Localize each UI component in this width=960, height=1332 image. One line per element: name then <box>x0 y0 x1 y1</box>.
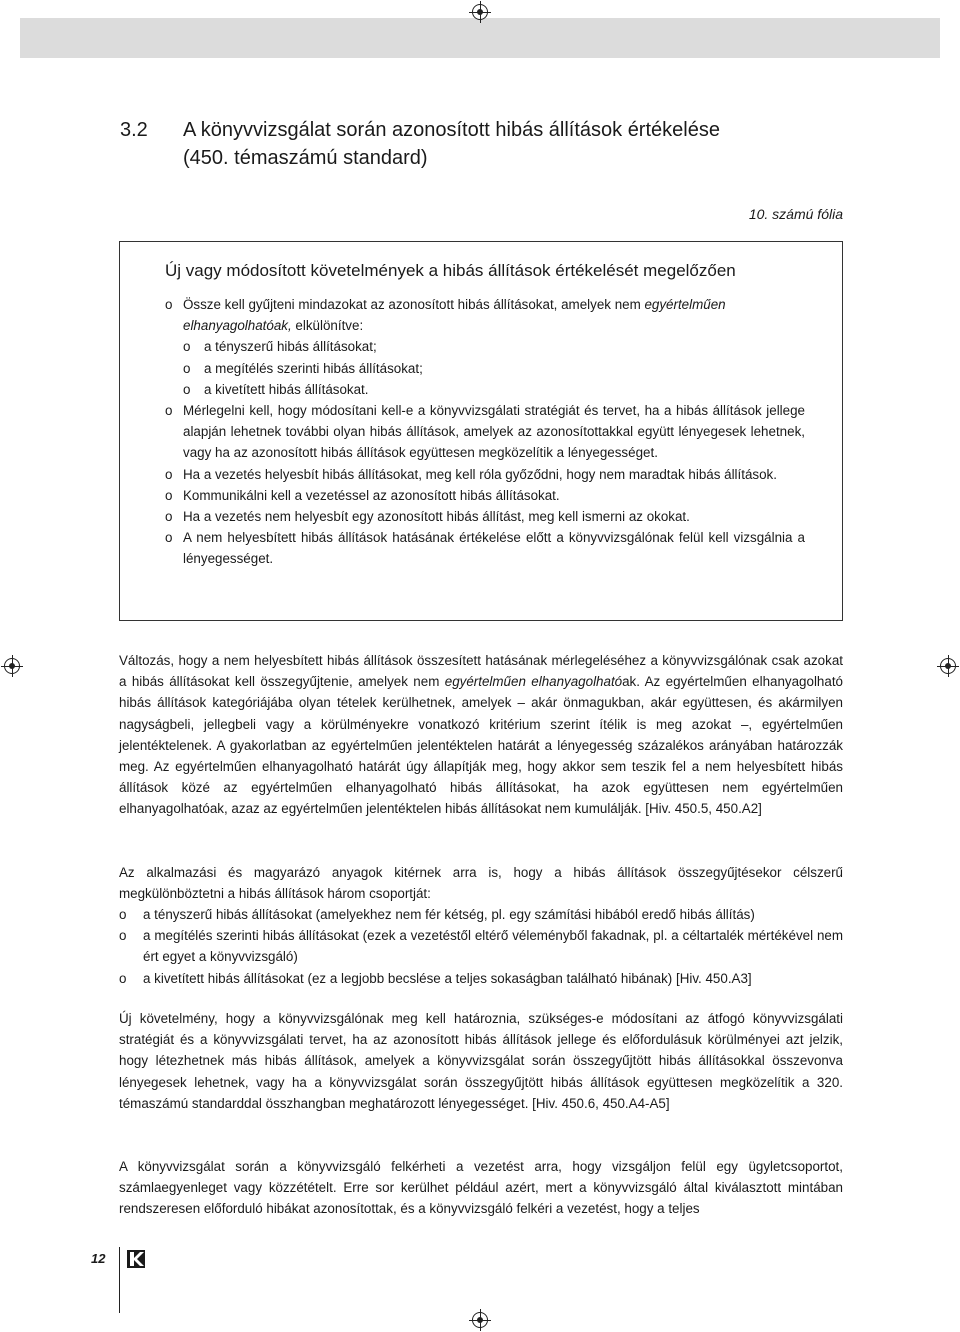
section-title: A könyvvizsgálat során azonosított hibás állítások értékelése (450. témaszámú standard) <box>183 119 720 169</box>
paragraph: Az alkalmazási és magyarázó anyagok kitérnek arra is, hogy a hibás állítások összegyűjtésekor célszerű megkülönböztetni a hibás állítások három csoportját: <box>119 865 843 902</box>
publisher-logo-icon <box>127 1250 145 1268</box>
paragraph: Változás, hogy a nem helyesbített hibás állítások összesített hatásának mérlegeléséhez a könyvvizsgálónak csak azokat a hibás állításokat kell összegyűjtenie, amelyek nem egyértelműen elhanyagolhatóak. Az egyértelműen elhanyagolható hibás állítások kategóriájába olyan tételek kerülhetnek, amelyek – akár önmagukban, akár együttesen, és akármilyen nagyságbeli, jellegbeli vagy a körülményekre vonatkozó kritérium szerint ítélik is meg azokat –, egyértelműen jelentéktelenek. A gyakorlatban az egyértelműen jelentéktelen határát a lényegesség százalékos arányában határozzák meg. Az egyértelműen elhanyagolható határát úgy állapítják meg, hogy akkor sem teszik fel a nem helyesbített hibás állítások közé az egyértelműen elhanyagolható hibás állításokat, ha azok együttesen nem egyértelműen elhanyagolhatóak, azaz az egyértelműen jelentéktelen hibás állításokat nem kumulálják. [Hiv. 450.5, 450.A2] <box>119 653 843 817</box>
list-item: o Mérlegelni kell, hogy módosítani kell-e a könyvvizsgálati stratégiát és tervet, ha a hibás állítások jellege alapján lehetnek további olyan hibás állítások, amelyek az azonosítottakkal együtt lényegesek lehetnek, vagy ha az azonosított hibás állítások együttesen megközelítik a lényegességet. <box>165 403 805 461</box>
slide-box <box>119 241 843 621</box>
registration-mark-icon <box>472 4 488 20</box>
footer-divider <box>119 1247 120 1313</box>
list-item: o a kivetített hibás állításokat (ez a legjobb becslése a teljes sokaságban található hibának) [Hiv. 450.A3] <box>119 970 752 986</box>
list-item: o a tényszerű hibás állításokat (amelyekhez nem fér kétség, pl. egy számítási hibából eredő hibás állítás) <box>119 907 755 922</box>
paragraph: A könyvvizsgálat során a könyvvizsgáló felkérheti a vezetést arra, hogy vizsgáljon felül egy ügyletcsoportot, számlaegyenleget vagy közzétételt. Erre sor kerülhet például azért, mert a könyvvizsgáló által kiválasztott mintában rendszeresen előforduló hibákat azonosítottak, és a könyvvizsgáló felkéri a vezetést, hogy a teljes <box>119 1159 843 1217</box>
top-bleed-bar <box>20 18 940 58</box>
registration-mark-icon <box>940 658 956 674</box>
list-item: o A nem helyesbített hibás állítások hatásának értékelése előtt a könyvvizsgálónak felül kell vizsgálnia a lényegességet. <box>165 530 805 567</box>
slide-label: 10. számú fólia <box>748 206 843 222</box>
registration-mark-icon <box>4 658 20 674</box>
sub-list-item: o a tényszerű hibás állításokat; <box>183 339 377 355</box>
list-item: o a megítélés szerinti hibás állításokat (ezek a vezetéstől eltérő véleményből fakadnak, pl. a céltartalék mértékével nem ért egyet a könyvvizsgáló) <box>119 928 843 965</box>
list-item: o Össze kell gyűjteni mindazokat az azonosított hibás állításokat, amelyek nem egyértelműen elhanyagolhatóak, elkülönítve: <box>165 297 726 334</box>
list-item: o Kommunikálni kell a vezetéssel az azonosított hibás állításokat. <box>165 487 560 503</box>
list-item: o Ha a vezetés helyesbít hibás állításokat, meg kell róla győződni, hogy nem maradtak hibás állítások. <box>165 466 777 482</box>
box-list <box>165 294 805 570</box>
section-number: 3.2 <box>120 119 148 141</box>
group-list <box>119 904 843 989</box>
sub-list-item: o a kivetített hibás állításokat. <box>183 381 369 397</box>
sub-list-item: o a megítélés szerinti hibás állításokat; <box>183 360 423 376</box>
list-item: o Ha a vezetés nem helyesbít egy azonosított hibás állítást, meg kell ismerni az okokat. <box>165 509 690 525</box>
registration-mark-icon <box>472 1312 488 1328</box>
page-number: 12 <box>91 1251 106 1266</box>
paragraph: Új követelmény, hogy a könyvvizsgálónak meg kell határoznia, szükséges-e módosítani az átfogó könyvvizsgálati stratégiát és a könyvvizsgálati tervet, ha az azonosított hibás állítások jellege és előfordulásuk körülményei azt jelzik, hogy létezhetnek más hibás állítások, amelyek a könyvvizsgálat során összegyűjtött hibás állításokkal összevonva lényegesek lehetnek, vagy ha a könyvvizsgálat során összegyűjtött hibás állítások együttesen megközelítik a 320. témaszámú standarddal összhangban meghatározott lényegességet. [Hiv. 450.6, 450.A4-A5] <box>119 1011 843 1111</box>
box-title: Új vagy módosított követelmények a hibás állítások értékelését megelőzően <box>165 261 736 280</box>
